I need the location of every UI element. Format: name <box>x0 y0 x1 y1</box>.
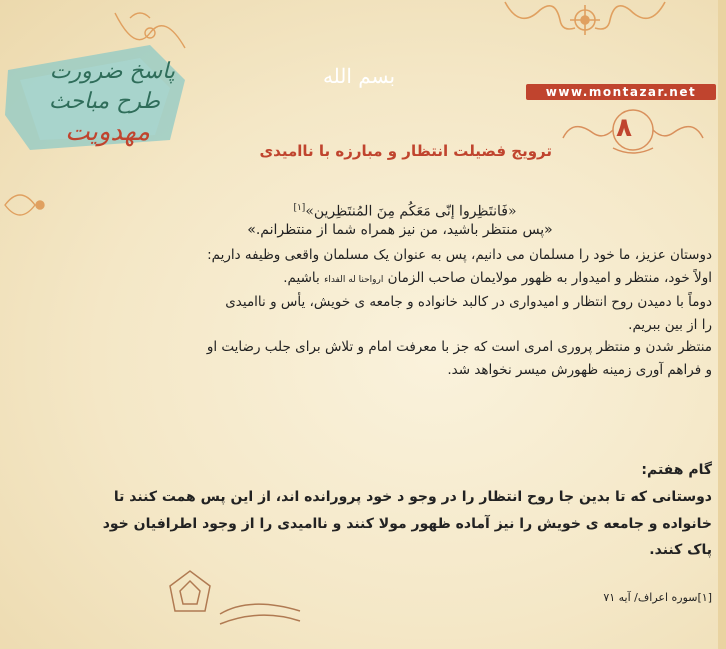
step-text <box>40 484 712 564</box>
right-edge-stripe <box>718 0 726 649</box>
step-heading: گام هفتم: <box>641 462 712 478</box>
body-line: منتظر شدن و منتظر پروری امری است که جز با معرفت امام و تلاش برای جلب رضایت او <box>206 339 712 355</box>
body-line <box>36 267 712 292</box>
verse-ref-mark: [۱] <box>293 203 306 213</box>
bismillah-calligraphy <box>320 55 398 95</box>
top-ornament-icon <box>500 0 670 40</box>
honorific: ارواحنا له الفداء <box>324 274 384 285</box>
step-line: خانواده و جامعه ی خویش را نیز آماده ظهور مولا کنند و ناامیدی را از وجود اطرافیان خود <box>102 515 712 532</box>
body-line: دوستان عزیز، ما خود را مسلمان می دانیم، پس به عنوان یک مسلمان واقعی وظیفه داریم: <box>207 247 712 263</box>
quran-verse <box>230 198 580 222</box>
body-line-2-end: باشیم. <box>283 269 320 286</box>
verse-arabic: «فَانتَظِروا إنّی مَعَکُم مِنَ المُنتَظِرین» <box>305 203 517 220</box>
step-line: دوستانی که تا بدین جا روح انتظار را در وجو د خود پرورانده اند، از این پس همت کنند تا <box>113 489 712 505</box>
lesson-title: ترویج فضیلت انتظار و مبارزه با ناامیدی <box>259 142 552 160</box>
logo-line-3: مهدویت <box>65 117 150 147</box>
logo-line-2: طرح مباحث <box>48 89 160 114</box>
bismillah-text: بسم الله <box>322 64 396 88</box>
lesson-number: ۸ <box>616 113 632 143</box>
center-logo-emblem <box>160 566 310 636</box>
body-line: دوماً با دمیدن روح انتظار و امیدواری در کالبد خانواده و جامعه ی خویش، یأس و ناامیدی <box>225 294 712 310</box>
side-ornament-icon <box>0 180 50 230</box>
body-line: را از بین ببریم. <box>628 316 712 333</box>
body-line-2-text: اولاً خود، منتظر و امیدوار به ظهور مولایمان صاحب الزمان <box>387 269 712 286</box>
verse-translation: «پس منتظر باشید، من نیز همراه شما از منتظرانم.» <box>247 222 553 238</box>
site-url[interactable]: www.montazar.net <box>526 84 716 100</box>
body-line: و فراهم آوری زمینه ظهورش میسر نخواهد شد. <box>447 361 712 378</box>
footnote: [۱]سوره اعراف/ آیه ۷۱ <box>603 591 712 604</box>
step-line: پاک کنند. <box>649 542 712 558</box>
mahdaviat-logo <box>0 40 200 155</box>
body-text <box>36 244 712 381</box>
logo-line-1: پاسخ ضرورت <box>49 59 175 84</box>
